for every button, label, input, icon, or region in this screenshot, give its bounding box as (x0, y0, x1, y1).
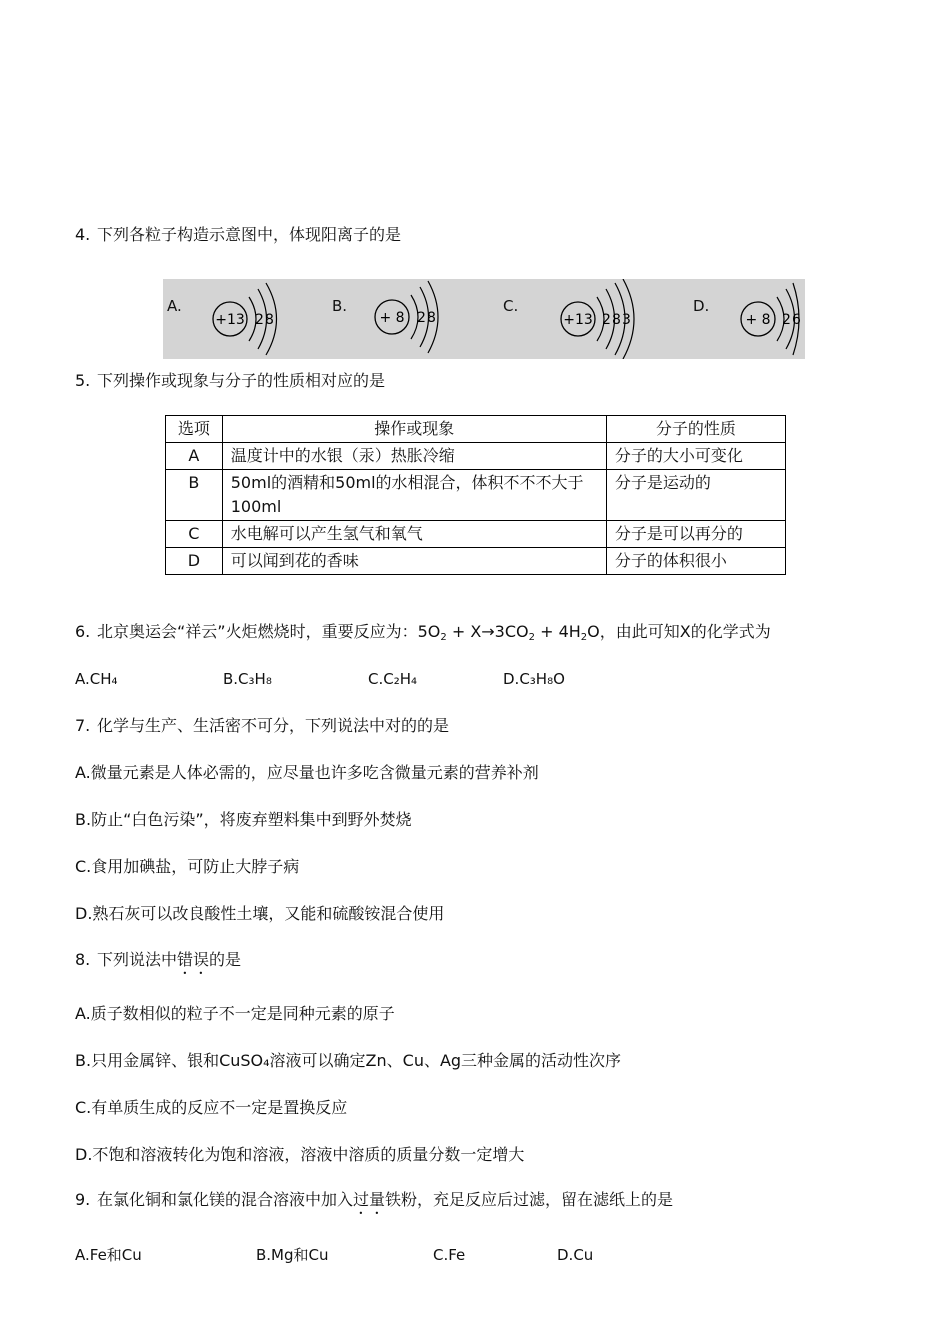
question-number: 9. (75, 1190, 91, 1209)
shell-electrons: 2 (782, 312, 791, 328)
question-text: 下列操作或现象与分子的性质相对应的是 (97, 371, 386, 390)
atom-diagram-a (203, 279, 283, 359)
cell-property: 分子的体积很小 (606, 548, 785, 575)
question-text: 北京奥运会“祥云”火炬燃烧时，重要反应为：5O (97, 622, 441, 641)
header-option: 选项 (166, 416, 223, 443)
option-b: B.C₃H₈ (223, 670, 272, 688)
table-row (166, 548, 786, 575)
cell-phenomenon: 50ml的酒精和50ml的水相混合，体积不不不大于100ml (222, 470, 606, 521)
cell-phenomenon: 水电解可以产生氢气和氧气 (222, 521, 606, 548)
shell-electrons: 6 (792, 312, 801, 328)
cell-option: A (166, 443, 223, 470)
cell-option: C (166, 521, 223, 548)
shell-electrons: 8 (612, 312, 621, 328)
question-7-stem (75, 716, 449, 736)
question-9-stem (75, 1190, 673, 1218)
option-letter: D. (693, 297, 710, 315)
header-phenomenon: 操作或现象 (222, 416, 606, 443)
question-number: 5. (75, 371, 91, 390)
question-text: 化学与生产、生活密不可分，下列说法中对的的是 (97, 716, 450, 735)
nucleus-charge: + 8 (379, 310, 405, 326)
properties-table (165, 415, 786, 575)
shell-electrons: 2 (255, 312, 264, 328)
question-text: 在氯化铜和氯化镁的混合溶液中加入 (97, 1190, 354, 1209)
cell-property: 分子是可以再分的 (606, 521, 785, 548)
shell-electrons: 3 (622, 312, 631, 328)
atom-diagram-b (368, 279, 448, 359)
option-a: A.Fe和Cu (75, 1246, 142, 1264)
option-b: B.只用金属锌、银和CuSO₄溶液可以确定Zn、Cu、Ag三种金属的活动性次序 (75, 1051, 622, 1070)
question-text: 铁粉，充足反应后过滤，留在滤纸上的是 (385, 1190, 674, 1209)
subscript: 2 (528, 632, 535, 643)
cell-property: 分子是运动的 (606, 470, 785, 521)
question-number: 8. (75, 950, 91, 969)
cell-phenomenon: 温度计中的水银（汞）热胀冷缩 (222, 443, 606, 470)
atom-diagram-c (556, 279, 646, 359)
question-text: + X→3CO (446, 622, 529, 641)
question-number: 4. (75, 225, 91, 244)
table-header-row (166, 416, 786, 443)
nucleus-charge: + 8 (745, 312, 771, 328)
option-a: A.微量元素是人体必需的，应尽量也许多吃含微量元素的营养补剂 (75, 763, 539, 782)
cell-phenomenon: 可以闻到花的香味 (222, 548, 606, 575)
nucleus-charge: +13 (563, 312, 593, 328)
atom-diagram-d (736, 279, 805, 359)
question-8-stem (75, 950, 241, 978)
question-text: 的是 (209, 950, 242, 969)
table-row (166, 521, 786, 548)
table-row (166, 443, 786, 470)
question-text: + 4H (535, 622, 581, 641)
option-c: C.Fe (433, 1246, 466, 1264)
shell-electrons: 2 (602, 312, 611, 328)
nucleus-charge: +13 (215, 312, 245, 328)
emphasized-text: 错误 (177, 950, 210, 969)
question-5-stem (75, 371, 385, 391)
option-c: C.食用加碘盐，可防止大脖子病 (75, 857, 300, 876)
option-a: A.质子数相似的粒子不一定是同种元素的原子 (75, 1004, 395, 1023)
option-letter: A. (167, 297, 182, 315)
option-c: C.C₂H₄ (368, 670, 418, 688)
shell-electrons: 8 (265, 312, 274, 328)
cell-option: D (166, 548, 223, 575)
option-c: C.有单质生成的反应不一定是置换反应 (75, 1098, 348, 1117)
subscript: 2 (580, 632, 588, 643)
question-text: 下列说法中 (97, 950, 178, 969)
question-number: 7. (75, 716, 91, 735)
option-letter: B. (332, 297, 348, 315)
option-b: B.Mg和Cu (256, 1246, 329, 1264)
atom-structure-diagrams (163, 279, 805, 359)
option-a: A.CH₄ (75, 670, 118, 688)
question-text: O，由此可知X的化学式为 (587, 622, 771, 641)
shell-electrons: 8 (427, 310, 436, 326)
cell-property: 分子的大小可变化 (606, 443, 785, 470)
option-d: D.不饱和溶液转化为饱和溶液，溶液中溶质的质量分数一定增大 (75, 1145, 525, 1164)
cell-option: B (166, 470, 223, 521)
question-4-stem (75, 225, 401, 245)
option-letter: C. (503, 297, 519, 315)
table-row (166, 470, 786, 521)
option-d: D.C₃H₈O (503, 670, 565, 688)
option-b: B.防止“白色污染”，将废弃塑料集中到野外焚烧 (75, 810, 412, 829)
option-d: D.熟石灰可以改良酸性土壤，又能和硫酸铵混合使用 (75, 904, 445, 923)
question-number: 6. (75, 622, 91, 641)
emphasized-text: 过量 (353, 1190, 386, 1209)
question-6-stem (75, 622, 771, 642)
option-d: D.Cu (557, 1246, 594, 1264)
question-text: 下列各粒子构造示意图中，体现阳离子的是 (97, 225, 402, 244)
header-property: 分子的性质 (606, 416, 785, 443)
shell-electrons: 2 (417, 310, 426, 326)
subscript: 2 (440, 632, 447, 643)
